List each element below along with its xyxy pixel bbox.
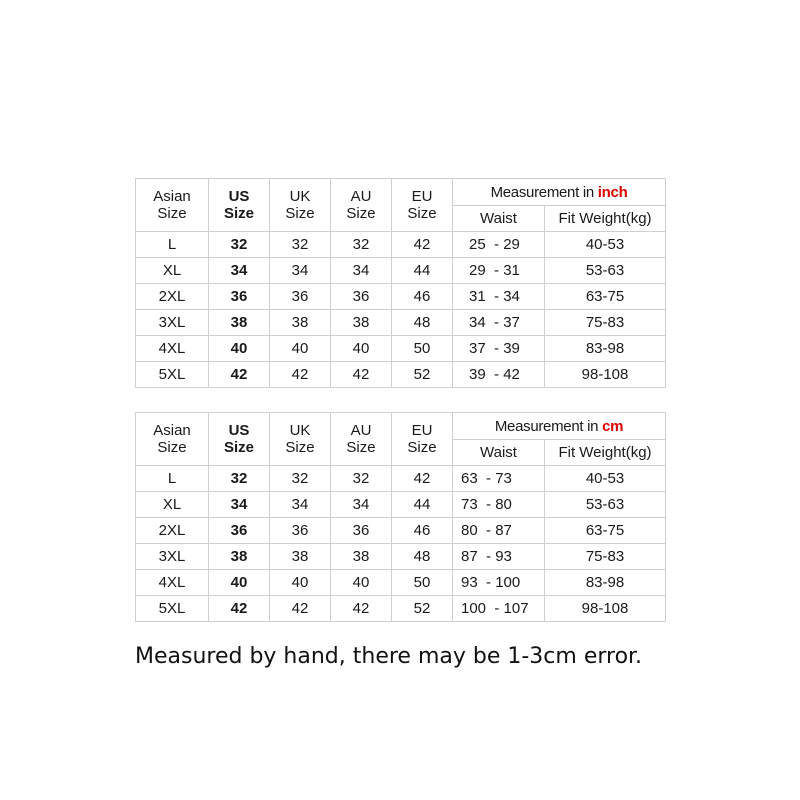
eu-size-cell: 44	[392, 258, 453, 284]
eu-size-cell: 50	[392, 570, 453, 596]
au-size-cell: 40	[331, 570, 392, 596]
waist-cell	[453, 362, 545, 388]
au-size-cell: 34	[331, 258, 392, 284]
waist-to: 39	[503, 340, 520, 357]
us-size-cell: 40	[209, 336, 270, 362]
fit-weight-cell: 53-63	[545, 258, 666, 284]
waist-separator: -	[486, 600, 504, 617]
table-row	[136, 232, 666, 258]
waist-to: 42	[503, 366, 520, 383]
waist-separator: -	[477, 496, 496, 513]
waist-cell	[453, 570, 545, 596]
waist-cell	[453, 258, 545, 284]
waist-from: 87	[461, 548, 478, 565]
waist-cell	[453, 466, 545, 492]
asian-size-cell: L	[136, 466, 209, 492]
us-size-cell: 42	[209, 596, 270, 622]
asian-size-cell: 3XL	[136, 544, 209, 570]
au-size-cell: 32	[331, 466, 392, 492]
uk-size-cell: 38	[270, 544, 331, 570]
header-fit-weight: Fit Weight(kg)	[545, 206, 666, 232]
fit-weight-cell: 75-83	[545, 310, 666, 336]
table-row	[136, 310, 666, 336]
au-size-cell: 32	[331, 232, 392, 258]
size-table-inch	[135, 178, 666, 388]
asian-size-cell: 4XL	[136, 336, 209, 362]
asian-size-cell: L	[136, 232, 209, 258]
waist-to: 87	[495, 522, 512, 539]
us-size-cell: 34	[209, 258, 270, 284]
uk-size-cell: 42	[270, 596, 331, 622]
waist-from: 34	[469, 314, 486, 331]
uk-size-cell: 32	[270, 232, 331, 258]
fit-weight-cell: 98-108	[545, 596, 666, 622]
waist-separator: -	[485, 366, 504, 383]
waist-cell	[453, 232, 545, 258]
uk-size-cell: 40	[270, 336, 331, 362]
waist-cell	[453, 596, 545, 622]
uk-size-cell: 42	[270, 362, 331, 388]
waist-cell	[453, 310, 545, 336]
header-waist: Waist	[453, 440, 545, 466]
fit-weight-cell: 53-63	[545, 492, 666, 518]
fit-weight-cell: 98-108	[545, 362, 666, 388]
measurement-unit: cm	[602, 417, 624, 435]
table-row	[136, 570, 666, 596]
header-us-size: US Size	[209, 413, 270, 466]
asian-size-cell: 4XL	[136, 570, 209, 596]
us-size-cell: 38	[209, 310, 270, 336]
waist-from: 25	[469, 236, 486, 253]
us-size-cell: 36	[209, 518, 270, 544]
table-row	[136, 336, 666, 362]
waist-to: 80	[495, 496, 512, 513]
header-uk-size: UK Size	[270, 179, 331, 232]
waist-from: 80	[461, 522, 478, 539]
waist-from: 29	[469, 262, 486, 279]
waist-separator: -	[485, 262, 504, 279]
waist-from: 73	[461, 496, 478, 513]
waist-to: 37	[503, 314, 520, 331]
waist-to: 29	[503, 236, 520, 253]
fit-weight-cell: 83-98	[545, 336, 666, 362]
eu-size-cell: 48	[392, 544, 453, 570]
us-size-cell: 36	[209, 284, 270, 310]
table-row	[136, 362, 666, 388]
waist-cell	[453, 284, 545, 310]
waist-to: 93	[495, 548, 512, 565]
table-row	[136, 284, 666, 310]
header-measurement: Measurement in cm	[453, 413, 666, 440]
eu-size-cell: 50	[392, 336, 453, 362]
header-waist: Waist	[453, 206, 545, 232]
waist-separator: -	[485, 288, 504, 305]
au-size-cell: 36	[331, 284, 392, 310]
waist-to: 31	[503, 262, 520, 279]
waist-cell	[453, 518, 545, 544]
header-measurement: Measurement in inch	[453, 179, 666, 206]
asian-size-cell: XL	[136, 492, 209, 518]
uk-size-cell: 32	[270, 466, 331, 492]
us-size-cell: 42	[209, 362, 270, 388]
waist-separator: -	[477, 470, 496, 487]
eu-size-cell: 52	[392, 362, 453, 388]
waist-from: 100	[461, 600, 487, 617]
table-row	[136, 544, 666, 570]
footnote: Measured by hand, there may be 1-3cm error.	[135, 644, 643, 669]
table-row	[136, 466, 666, 492]
au-size-cell: 42	[331, 362, 392, 388]
waist-separator: -	[485, 340, 504, 357]
waist-separator: -	[485, 236, 504, 253]
us-size-cell: 32	[209, 232, 270, 258]
header-us-size: US Size	[209, 179, 270, 232]
waist-to: 34	[503, 288, 520, 305]
waist-cell	[453, 492, 545, 518]
waist-to: 100	[495, 574, 521, 591]
uk-size-cell: 38	[270, 310, 331, 336]
waist-to: 107	[503, 600, 529, 617]
eu-size-cell: 48	[392, 310, 453, 336]
waist-from: 63	[461, 470, 478, 487]
eu-size-cell: 42	[392, 466, 453, 492]
au-size-cell: 38	[331, 544, 392, 570]
fit-weight-cell: 75-83	[545, 544, 666, 570]
uk-size-cell: 36	[270, 284, 331, 310]
waist-from: 37	[469, 340, 486, 357]
header-asian-size: Asian Size	[136, 413, 209, 466]
waist-cell	[453, 544, 545, 570]
waist-separator: -	[485, 314, 504, 331]
fit-weight-cell: 40-53	[545, 232, 666, 258]
header-au-size: AU Size	[331, 179, 392, 232]
eu-size-cell: 46	[392, 284, 453, 310]
asian-size-cell: 5XL	[136, 362, 209, 388]
table-row	[136, 258, 666, 284]
uk-size-cell: 36	[270, 518, 331, 544]
asian-size-cell: 5XL	[136, 596, 209, 622]
eu-size-cell: 44	[392, 492, 453, 518]
uk-size-cell: 34	[270, 492, 331, 518]
waist-separator: -	[477, 548, 496, 565]
table-row	[136, 596, 666, 622]
asian-size-cell: 3XL	[136, 310, 209, 336]
au-size-cell: 42	[331, 596, 392, 622]
header-fit-weight: Fit Weight(kg)	[545, 440, 666, 466]
eu-size-cell: 46	[392, 518, 453, 544]
us-size-cell: 34	[209, 492, 270, 518]
waist-separator: -	[477, 574, 496, 591]
asian-size-cell: 2XL	[136, 518, 209, 544]
au-size-cell: 34	[331, 492, 392, 518]
au-size-cell: 36	[331, 518, 392, 544]
au-size-cell: 38	[331, 310, 392, 336]
fit-weight-cell: 83-98	[545, 570, 666, 596]
fit-weight-cell: 40-53	[545, 466, 666, 492]
table-row	[136, 518, 666, 544]
us-size-cell: 32	[209, 466, 270, 492]
header-au-size: AU Size	[331, 413, 392, 466]
waist-separator: -	[477, 522, 496, 539]
fit-weight-cell: 63-75	[545, 518, 666, 544]
au-size-cell: 40	[331, 336, 392, 362]
us-size-cell: 40	[209, 570, 270, 596]
waist-cell	[453, 336, 545, 362]
header-asian-size: Asian Size	[136, 179, 209, 232]
fit-weight-cell: 63-75	[545, 284, 666, 310]
waist-from: 93	[461, 574, 478, 591]
waist-from: 31	[469, 288, 486, 305]
eu-size-cell: 42	[392, 232, 453, 258]
header-uk-size: UK Size	[270, 413, 331, 466]
eu-size-cell: 52	[392, 596, 453, 622]
asian-size-cell: XL	[136, 258, 209, 284]
asian-size-cell: 2XL	[136, 284, 209, 310]
waist-from: 39	[469, 366, 486, 383]
waist-to: 73	[495, 470, 512, 487]
uk-size-cell: 34	[270, 258, 331, 284]
uk-size-cell: 40	[270, 570, 331, 596]
header-eu-size: EU Size	[392, 179, 453, 232]
table-row	[136, 492, 666, 518]
measurement-unit: inch	[597, 183, 628, 201]
us-size-cell: 38	[209, 544, 270, 570]
header-eu-size: EU Size	[392, 413, 453, 466]
size-table-cm	[135, 412, 666, 622]
